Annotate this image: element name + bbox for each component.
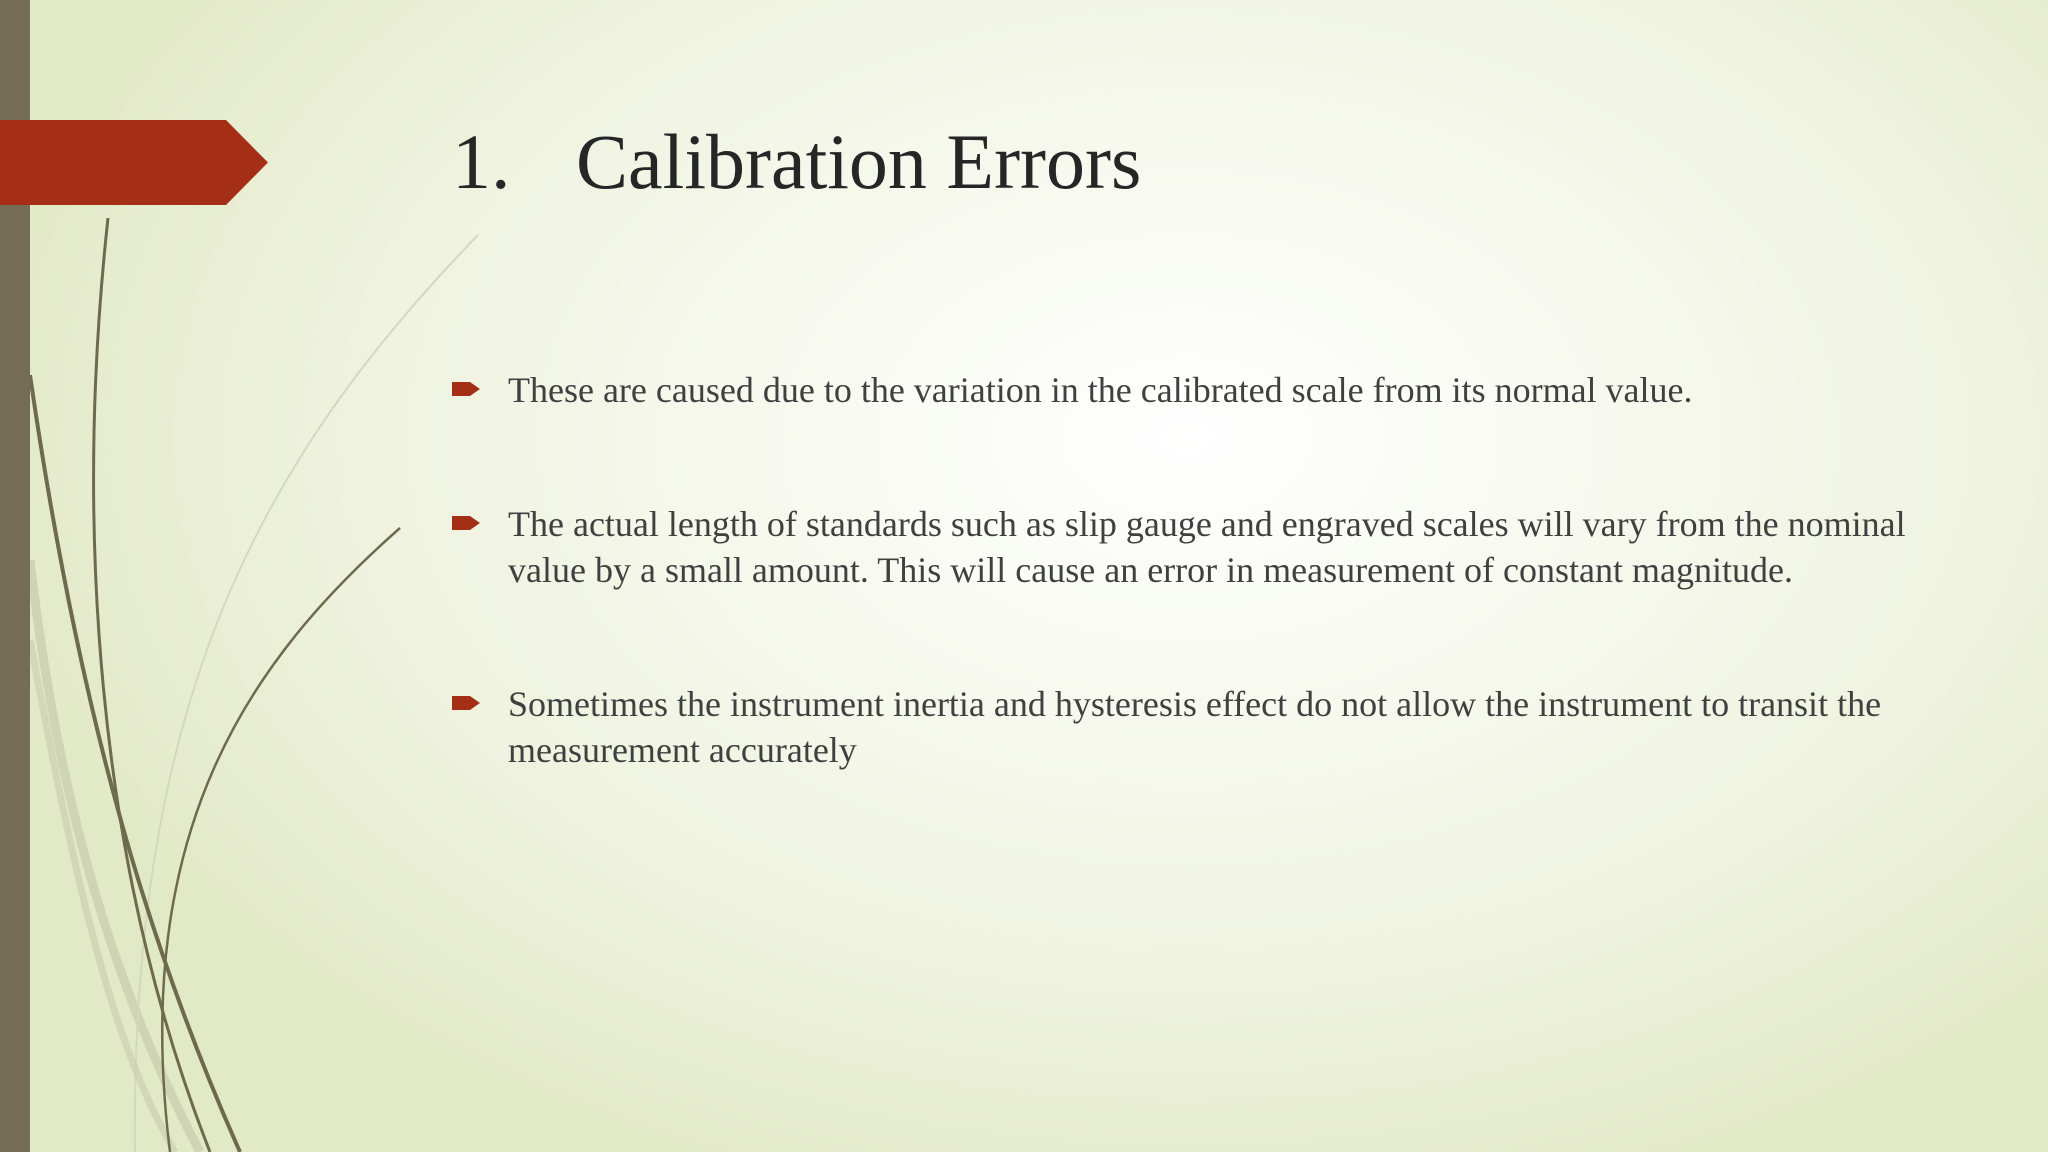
bullet-list xyxy=(452,367,1932,773)
slide-title xyxy=(452,116,1141,208)
arrow-bullet-icon xyxy=(452,514,482,532)
bullet-item xyxy=(452,367,1932,413)
bullet-text: Sometimes the instrument inertia and hysteresis effect do not allow the instrument to transit the measurement accurately xyxy=(508,684,1882,770)
curve-dark-1 xyxy=(94,218,210,1152)
bullet-item xyxy=(452,501,1932,593)
bullet-item xyxy=(452,681,1932,773)
bullet-text: These are caused due to the variation in the calibrated scale from its normal value. xyxy=(508,370,1693,410)
curve-light-1 xyxy=(30,560,200,1152)
arrow-bullet-icon xyxy=(452,694,482,712)
title-arrow-shape xyxy=(0,120,268,205)
curve-dark-3 xyxy=(162,528,400,1152)
title-number: 1. xyxy=(452,118,511,205)
title-text: Calibration Errors xyxy=(576,118,1142,205)
curve-light-2 xyxy=(135,235,478,1152)
arrow-bullet-icon xyxy=(452,380,482,398)
bullet-text: The actual length of standards such as slip gauge and engraved scales will vary from the nominal value by a small amount. This will cause an error in measurement of constant magnitude. xyxy=(508,504,1906,590)
